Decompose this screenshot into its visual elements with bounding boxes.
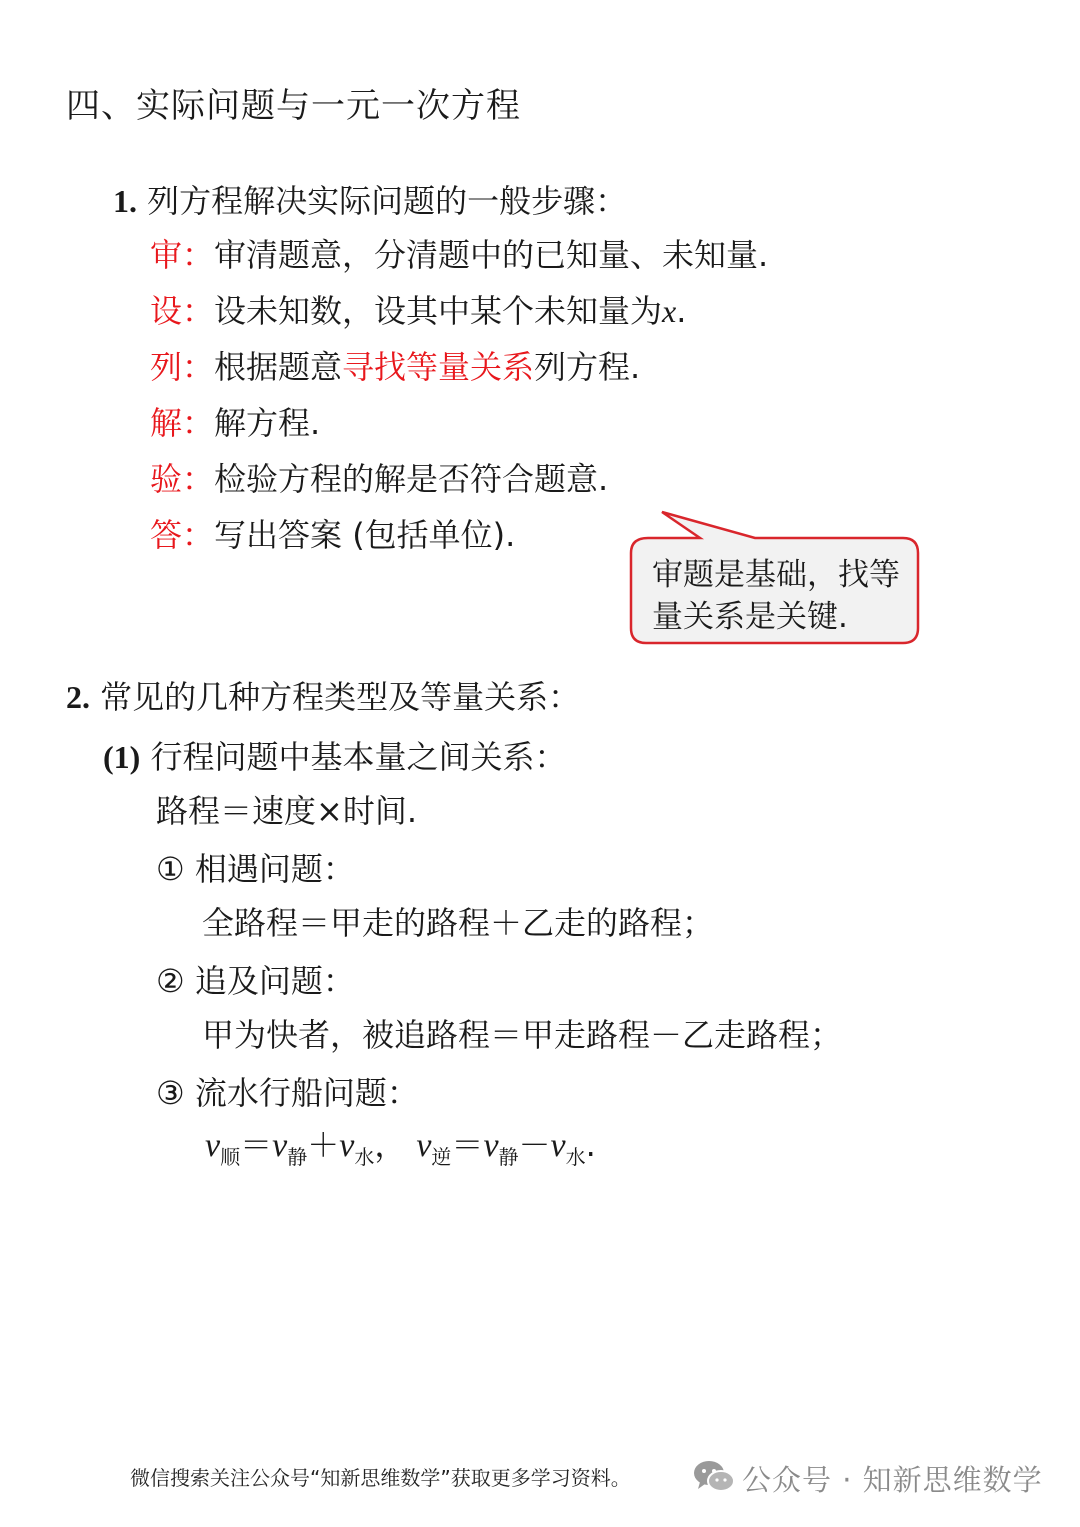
step-key: 验： [150,460,215,498]
step-text-post: 列方程. [534,348,641,386]
v-symbol: v [550,1127,566,1164]
step-jie [150,398,320,444]
step-highlight: 寻找等量关系 [342,348,535,386]
v-symbol: v [339,1127,355,1164]
step-text: 解方程. [214,404,321,442]
step-she [150,286,686,332]
step-text: 写出答案 (包括单位). [214,516,516,554]
wechat-icon [692,1458,736,1496]
v-symbol: v [272,1127,288,1164]
section2-number: 2. [66,679,90,715]
sub-jing: 静 [498,1145,519,1169]
step-key: 审： [150,236,215,274]
v-symbol: v [483,1127,499,1164]
sub-jing: 静 [287,1145,308,1169]
section1-heading-text: 列方程解决实际问题的一般步骤： [147,182,628,220]
footer-brand: 公众号 · 知新思维数学 [742,1463,1043,1497]
section2-heading-text: 常见的几种方程类型及等量关系： [100,678,581,716]
footer-note: 微信搜索关注公众号“知新思维数学”获取更多学习资料。 [130,1466,631,1490]
section1-heading [113,176,627,222]
step-text: 审清题意，分清题中的已知量、未知量. [214,236,769,274]
item-chase-label: ② 追及问题： [156,962,355,1000]
step-yan [150,454,608,500]
step-tail: . [676,292,687,330]
step-shen [150,230,768,276]
sub1-heading [103,732,567,778]
step-da [150,510,515,556]
step-key: 设： [150,292,215,330]
equals-sign: ＝ [451,1126,484,1164]
sub-shun: 顺 [220,1145,241,1169]
step-key: 解： [150,404,215,442]
step-key: 答： [150,516,215,554]
equals-sign: ＝ [240,1126,273,1164]
v-symbol: v [205,1127,221,1164]
step-text: 根据题意 [214,348,343,386]
sub-ni: 逆 [431,1145,452,1169]
flow-formula [205,1120,596,1170]
item-meet-formula: 全路程＝甲走的路程＋乙走的路程； [202,904,715,942]
section1-number: 1. [113,183,137,219]
step-text: 检验方程的解是否符合题意. [214,460,609,498]
v-symbol: v [416,1127,432,1164]
comma: ， [374,1126,407,1164]
variable-x: x [662,293,677,329]
item-meet-label: ① 相遇问题： [156,850,355,888]
callout-text: 审题是基础，找等量关系是关键. [652,557,900,635]
plus-sign: ＋ [307,1126,340,1164]
period: . [585,1126,596,1164]
step-key: 列： [150,348,215,386]
minus-sign: － [518,1126,551,1164]
sub1-number: (1) [103,739,141,775]
section2-heading [66,672,580,718]
step-lie [150,342,640,388]
sub-shui: 水 [565,1145,586,1169]
step-text: 设未知数，设其中某个未知量为 [214,292,663,330]
sub-shui: 水 [354,1145,375,1169]
sub1-formula: 路程＝速度×时间. [156,792,417,830]
page-title: 四、实际问题与一元一次方程 [66,86,521,126]
item-chase-formula: 甲为快者，被追路程＝甲走路程－乙走路程； [202,1016,843,1054]
sub1-heading-text: 行程问题中基本量之间关系： [150,738,567,776]
item-flow-label: ③ 流水行船问题： [156,1074,419,1112]
